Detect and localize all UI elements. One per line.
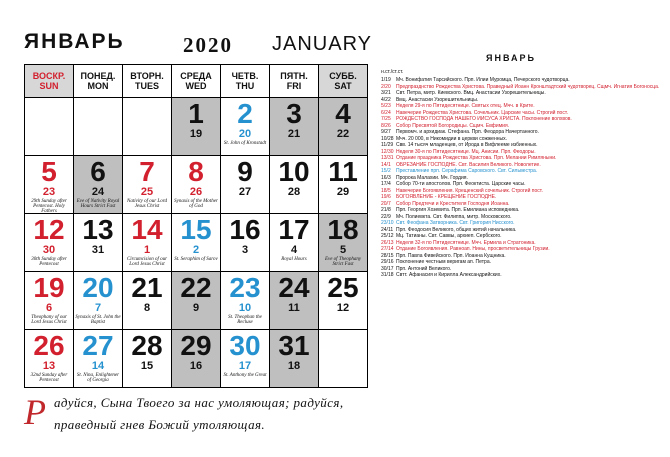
saints-list-text: Неделя 32-я по Пятидесятнице. Мчч. Ермила и Стратоника.	[396, 239, 536, 246]
day-cell-15: 15 2 St. Seraphim of Sarov	[172, 214, 221, 272]
day-cell-30: 30 17 St. Anthony the Great	[221, 330, 270, 388]
day-cell-24: 24 11	[270, 272, 319, 330]
saints-list-date: 6/24	[381, 109, 391, 116]
day-cell-6: 6 24 Eve of Nativity Royal Hours Strict Fast	[74, 156, 123, 214]
calendar-grid	[24, 64, 368, 388]
saints-list-date: 10/28	[381, 135, 394, 142]
day-cell-4: 4 22	[319, 98, 368, 156]
day-cell-19: 19 6 Theophany of our Lord Jesus Christ	[25, 272, 74, 330]
weekday-thu: ЧЕТВ. THU	[221, 65, 270, 98]
saints-list-date: 5/23	[381, 103, 391, 109]
saints-list-date: 14/1	[381, 161, 391, 168]
day-cell-26: 26 13 32nd Sunday after Pentecost	[25, 330, 74, 388]
saints-list-date: 24/11	[381, 226, 394, 233]
day-cell-10: 10 28	[270, 156, 319, 214]
saints-list-text: Неделя 30-я по Пятидесятнице. Мц. Анисии. Прп. Феодоры.	[396, 148, 536, 155]
empty-cell	[74, 98, 123, 156]
saints-list-text: БОГОЯВЛЕНИЕ - КРЕЩЕНИЕ ГОСПОДНЕ.	[396, 194, 497, 200]
weekday-mon: ПОНЕД. MON	[74, 65, 123, 98]
weekday-sun: ВОСКР. SUN	[25, 65, 74, 98]
saints-list-date: 29/16	[381, 259, 394, 265]
day-cell-9: 9 27	[221, 156, 270, 214]
saints-list-date: 26/13	[381, 239, 394, 246]
saints-list-text: Свтт. Афанасия и Кирилла Александрийских.	[396, 272, 502, 278]
saints-list-date: 28/15	[381, 252, 394, 259]
prayer-line-1: адуйся, Сына Твоего за нас умоляющая; радуйся,	[54, 395, 344, 410]
day-cell-1: 1 19	[172, 98, 221, 156]
saints-list-text: Неделя 29-я по Пятидесятнице. Святых отец. Мчч. в Крите.	[396, 103, 535, 109]
year: 2020	[183, 33, 233, 57]
day-cell-21: 21 8	[123, 272, 172, 330]
day-cell-5: 5 23 29th Sunday after Pentecost. Holy Fathers	[25, 156, 74, 214]
saints-list-date: 15/2	[381, 168, 391, 174]
saints-list-subtitle: н.ст./ст.ст.	[381, 69, 404, 75]
saints-list-date: 21/8	[381, 207, 391, 213]
weekday-sat: СУББ. SAT	[319, 65, 368, 98]
saints-list-text: Свт. Феофана Затворника. Свт. Григория Нисского.	[396, 220, 515, 226]
prayer-line-2: праведный гнев Божий утоляющая.	[54, 417, 266, 432]
saints-list-text: Прп. Антоний Великого.	[396, 265, 452, 272]
month-title-en: JANUARY	[272, 33, 372, 55]
saints-list-item	[381, 272, 663, 279]
day-cell-8: 8 26 Synaxis of the Mother of God	[172, 156, 221, 214]
empty-cell	[123, 98, 172, 156]
day-cell-22: 22 9	[172, 272, 221, 330]
saints-list-date: 12/30	[381, 148, 394, 155]
saints-list-text: Свт. Петра, митр. Киевского. Вмц. Анастасии Узорешительницы.	[396, 90, 546, 96]
saints-list-text: Свв. 14 тысяч младенцев, от Ирода в Вифлееме избиенных.	[396, 142, 538, 148]
saints-list-date: 1/19	[381, 77, 391, 83]
weekday-wed: СРЕДА WED	[172, 65, 221, 98]
saints-list-date: 3/21	[381, 90, 391, 96]
saints-list-text: Мчч. 20 000, в Никомидии в церкви сожженных.	[396, 135, 507, 142]
day-cell-2: 2 20 St. John of Kronstadt	[221, 98, 270, 156]
saints-list-date: 20/7	[381, 200, 391, 207]
saints-list-date: 9/27	[381, 129, 391, 135]
day-cell-11: 11 29	[319, 156, 368, 214]
saints-list-date: 4/22	[381, 96, 391, 103]
saints-list-date: 11/29	[381, 142, 394, 148]
drop-cap: Р	[24, 392, 47, 432]
saints-list-date: 27/14	[381, 246, 394, 252]
day-cell-12: 12 30 30th Sunday after Pentecost	[25, 214, 74, 272]
saints-list-text: Мч. Полиевкта. Свт. Филиппа, митр. Московского.	[396, 213, 512, 220]
saints-list-text: Первомч. и архидиак. Стефана. Прп. Феодора Начертанного.	[396, 129, 539, 135]
day-cell-20: 20 7 Synaxis of St. John the Baptist	[74, 272, 123, 330]
saints-list-text: Прп. Георгия Хозевита. Прп. Емилиана исповедника.	[396, 207, 520, 213]
weekday-tue: ВТОРН. TUES	[123, 65, 172, 98]
saints-list-text: ОБРЕЗАНИЕ ГОСПОДНЕ. Свт. Василия Великого. Новолетие.	[396, 161, 541, 168]
saints-list-text: Поклонение честным веригам ап. Петра.	[396, 259, 491, 265]
day-cell-31: 31 18	[270, 330, 319, 388]
saints-list-date: 22/9	[381, 213, 391, 220]
weekday-fri: ПЯТН. FRI	[270, 65, 319, 98]
month-title-ru: ЯНВАРЬ	[24, 30, 125, 53]
day-cell-13: 13 31	[74, 214, 123, 272]
saints-list-text: Прп. Феодосия Великого, общих житий начальника.	[396, 226, 517, 233]
saints-list-date: 13/31	[381, 155, 394, 161]
saints-list-date: 7/25	[381, 116, 391, 122]
saints-list-text: Мч. Вонифатия Тарсийского. Прп. Илии Муромца, Печерского чудотворца.	[396, 77, 570, 83]
saints-list-date: 31/18	[381, 272, 394, 278]
saints-list-date: 18/5	[381, 187, 391, 194]
saints-list-text: Отдание Богоявления. Равноап. Нины, просветительницы Грузии.	[396, 246, 550, 252]
saints-list-text: Собор Предтечи и Крестителя Господня Иоанна.	[396, 200, 510, 207]
saints-list-text: Пророка Малахии. Мч. Гордия.	[396, 174, 468, 181]
saints-list-text: РОЖДЕСТВО ГОСПОДА НАШЕГО ИИСУСА ХРИСТА. Поклонение волхвов.	[396, 116, 572, 122]
day-cell-3: 3 21	[270, 98, 319, 156]
saints-list-date: 23/10	[381, 220, 394, 226]
day-cell-7: 7 25 Nativity of our Lord Jesus Christ	[123, 156, 172, 214]
saints-list-text: Собор Пресвятой Богородицы. Сщмч. Евфимия.	[396, 122, 510, 129]
saints-list-text: Навечерие Богоявления. Крещенский сочельник. Строгий пост.	[396, 187, 543, 194]
saints-list-title: ЯНВАРЬ	[486, 53, 536, 63]
day-cell-16: 16 3	[221, 214, 270, 272]
day-cell-18: 18 5 Eve of Theophany Strict Fast	[319, 214, 368, 272]
day-cell-14: 14 1 Circumcision of our Lord Jesus Christ	[123, 214, 172, 272]
saints-list-text: Вмц. Анастасии Узорешительницы.	[396, 96, 479, 103]
day-cell-25: 25 12	[319, 272, 368, 330]
saints-list-date: 16/3	[381, 174, 391, 181]
saints-list-date: 19/6	[381, 194, 391, 200]
saints-list-date: 25/12	[381, 233, 394, 239]
day-cell-27: 27 14 St. Nina, Enlightener of Georgia	[74, 330, 123, 388]
empty-cell	[25, 98, 74, 156]
saints-list-text: Мц. Татианы. Свт. Саввы, архиеп. Сербского.	[396, 233, 502, 239]
saints-list-date: 2/20	[381, 83, 391, 90]
saints-list-date: 30/17	[381, 265, 394, 272]
empty-cell	[319, 330, 368, 388]
saints-list-text: Прп. Павла Фивейского. Прп. Иоанна Кущника.	[396, 252, 506, 259]
day-cell-29: 29 16	[172, 330, 221, 388]
saints-list-text: Отдание праздника Рождества Христова. Прп. Мелании Римляныни.	[396, 155, 557, 161]
saints-list-text: Навечерие Рождества Христова. Сочельник. Царские часы. Строгий пост.	[396, 109, 568, 116]
saints-list-text: Предпразднство Рождества Христова. Праведный Иоанн Кронштадтский чудотворец. Сщмч. Игнатия Богоносца.	[396, 83, 660, 90]
saints-list	[381, 77, 663, 279]
saints-list-text: Собор 70-ти апостолов. Прп. Феоктиста. Царские часы.	[396, 181, 526, 187]
saints-list-date: 8/26	[381, 122, 391, 129]
day-cell-17: 17 4 Royal Hours	[270, 214, 319, 272]
day-cell-23: 23 10 St. Theophan the Recluse	[221, 272, 270, 330]
saints-list-text: Преставление прп. Серафима Саровского. Свт. Сильвестра.	[396, 168, 538, 174]
day-cell-28: 28 15	[123, 330, 172, 388]
saints-list-date: 17/4	[381, 181, 391, 187]
